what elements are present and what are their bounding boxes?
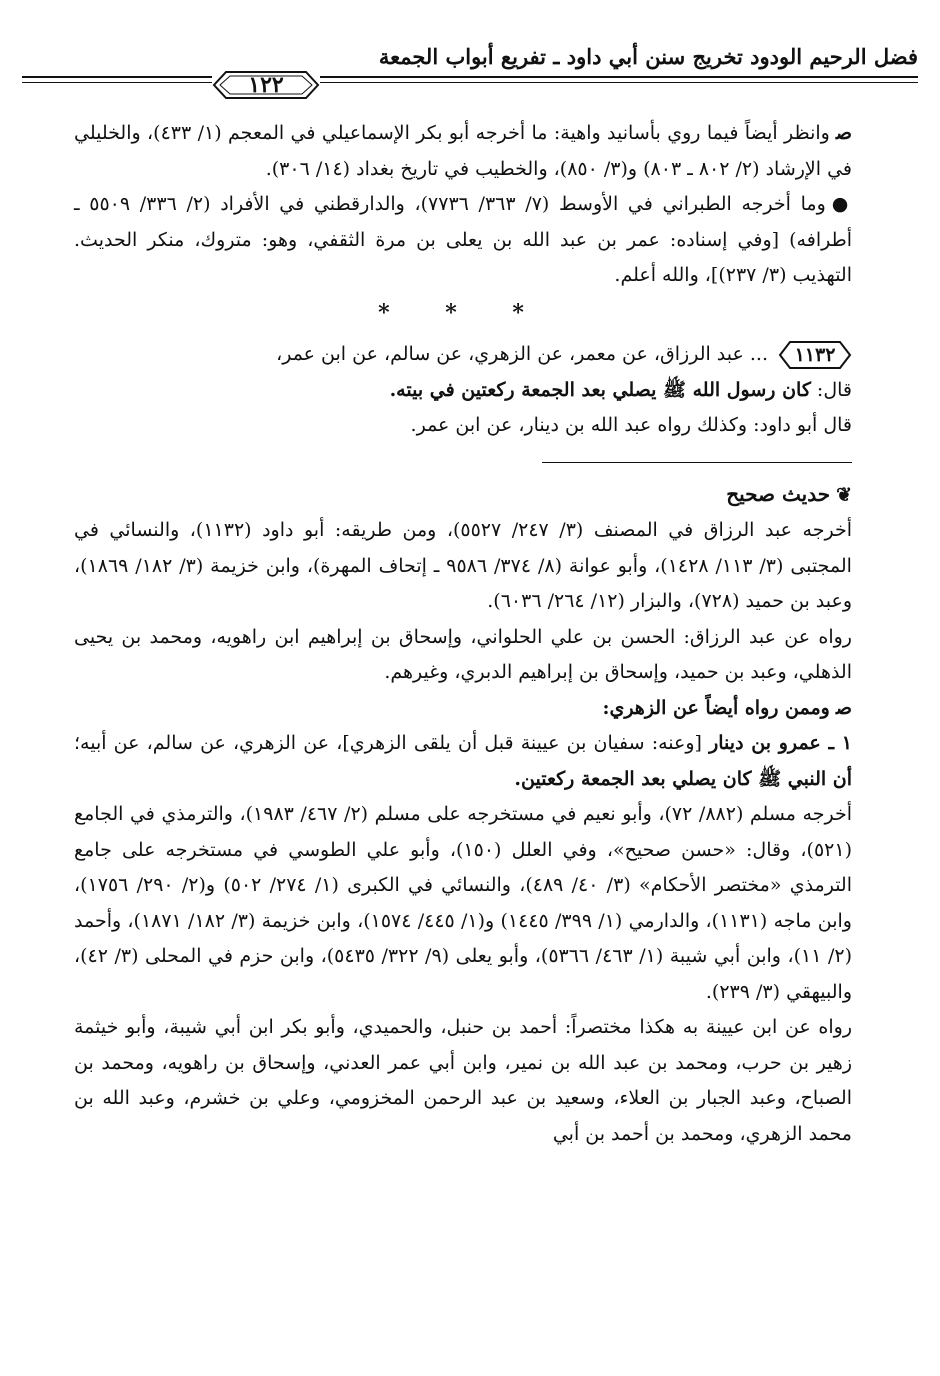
narrators-abdurrazzaq: رواه عن عبد الرزاق: الحسن بن علي الحلواني، وإسحاق بن إبراهيم ابن راهويه، ومحمد بن يحيى الذهلي، وعبد بن حميد، وإسحاق بن إبراهيم الدبري، وغيرهم.: [74, 625, 852, 683]
hadith-chain: ... عبد الرزاق، عن معمر، عن الزهري، عن سالم، عن ابن عمر،: [276, 343, 768, 365]
hadith-matn: [74, 373, 852, 409]
hadith-number: ١١٣٢: [794, 344, 836, 366]
narrators-ibn-uyayna: رواه عن ابن عيينة به هكذا مختصراً: أحمد بن حنبل، والحميدي، وأبو بكر ابن أبي شيبة، وأبو خيثمة زهير بن حرب، ومحمد بن عبد الله بن نمير، وابن أبي عمر العدني، وإسحاق بن راهويه، ومحمد بن الصباح، وعبد الجبار بن العلاء، وسعيد بن عبد الرحمن المخزومي، وعلي بن خشرم، وعبد الله بن محمد الزهري، ومحمد بن أحمد بن أبي: [74, 1016, 852, 1145]
paragraph-tabarani: [74, 187, 852, 294]
c-bullet-icon: ﺻ: [835, 696, 852, 719]
book-icon: ❦: [836, 483, 852, 506]
grade-heading: حديث صحيح: [726, 481, 831, 506]
takhrij-abdurrazzaq: أخرجه عبد الرزاق في المصنف (٣/ ٢٤٧/ ٥٥٢٧)، ومن طريقه: أبو داود (١١٣٢)، والنسائي في المجتبى (٣/ ١١٣/ ١٤٢٨)، وأبو عوانة (٨/ ٣٧٤/ ٩٥٨٦ ـ إتحاف المهرة)، وابن خزيمة (٣/ ١٨٢/ ١٨٦٩)، وعبد بن حميد (٧٢٨)، والبزار (١٢/ ٢٦٤/ ٦٠٣٦).: [74, 519, 852, 612]
also-narrated-heading: [74, 691, 852, 727]
section-stars: * * *: [378, 299, 548, 326]
list-item: [74, 726, 852, 797]
paragraph-text: وما أخرجه الطبراني في الأوسط (٧/ ٣٦٣/ ٧٧٣٦)، والدارقطني في الأفراد (٢/ ٣٣٦/ ٥٥٠٩ ـ أطرافه) [وفي إسناده: عمر بن عبد الله بن يعلى بن مرة الثقفي، وهو: متروك، منكر الحديث. التهذيب (٣/ ٢٣٧)]، والله أعلم.: [74, 193, 852, 286]
page-number-frame: [212, 70, 320, 100]
section-divider: [542, 462, 852, 463]
item-hadith: أن النبي ﷺ كان يصلي بعد الجمعة ركعتين.: [514, 767, 852, 790]
abu-dawud-note: قال أبو داود: وكذلك رواه عبد الله بن دينار، عن ابن عمر.: [410, 414, 852, 436]
hadith-said-label: قال:: [816, 378, 852, 401]
page-number: ١٢٢: [248, 72, 284, 98]
hadith-text: كان رسول الله ﷺ يصلي بعد الجمعة ركعتين في بيته.: [389, 378, 811, 401]
page-body: [74, 116, 852, 1152]
dot-bullet-icon: ●: [831, 193, 852, 215]
paragraph-weak-chains: [74, 116, 852, 187]
item-label: ١ ـ عمرو بن دينار: [709, 732, 852, 754]
takhrij-muslim: أخرجه مسلم (٨٨٢/ ٧٢)، وأبو نعيم في مستخرجه على مسلم (٢/ ٤٦٧/ ١٩٨٣)، والترمذي في الجامع (٥٢١)، وقال: «حسن صحيح»، وفي العلل (١٥٠)، وأبو علي الطوسي في مستخرجه على جامع الترمذي «مختصر الأحكام» (٣/ ٤٠/ ٤٨٩)، والنسائي في الكبرى (١/ ٢٧٤/ ٥٠٢) و(٢/ ٢٩٠/ ١٧٥٦)، وابن ماجه (١١٣١)، والدارمي (١/ ٣٩٩/ ١٤٤٥) و(١/ ٤٤٥/ ١٥٧٤)، وابن خزيمة (٣/ ١٨٢/ ١٨٧١)، وأحمد (٢/ ١١)، وابن أبي شيبة (١/ ٤٦٣/ ٥٣٦٦)، وأبو يعلى (٩/ ٣٢٢/ ٥٤٣٥)، وابن حزم في المحلى (٣/ ٤٢)، والبيهقي (٣/ ٢٣٩).: [74, 803, 852, 1003]
header-rule-top: [22, 76, 918, 78]
header-rule-bottom: [22, 82, 918, 83]
paragraph-text: وانظر أيضاً فيما روي بأسانيد واهية: ما أخرجه أبو بكر الإسماعيلي في المعجم (١/ ٤٣٣)، والخليلي في الإرشاد (٢/ ٨٠٢ ـ ٨٠٣) و(٣/ ٨٥٠)، والخطيب في تاريخ بغداد (١٤/ ٣٠٦).: [74, 122, 852, 180]
c-bullet-icon: ﺻ: [835, 122, 852, 144]
also-heading-text: وممن رواه أيضاً عن الزهري:: [602, 696, 830, 719]
grade-heading-line: [74, 477, 852, 514]
page-header: [22, 44, 918, 102]
item-text: [وعنه: سفيان بن عيينة قبل أن يلقى الزهري]، عن الزهري، عن سالم، عن أبيه؛: [74, 732, 702, 754]
hadith-isnad: [74, 337, 852, 373]
hadith-number-badge: [778, 340, 852, 370]
running-title: فضل الرحيم الودود تخريج سنن أبي داود ـ تفريع أبواب الجمعة: [378, 44, 918, 69]
